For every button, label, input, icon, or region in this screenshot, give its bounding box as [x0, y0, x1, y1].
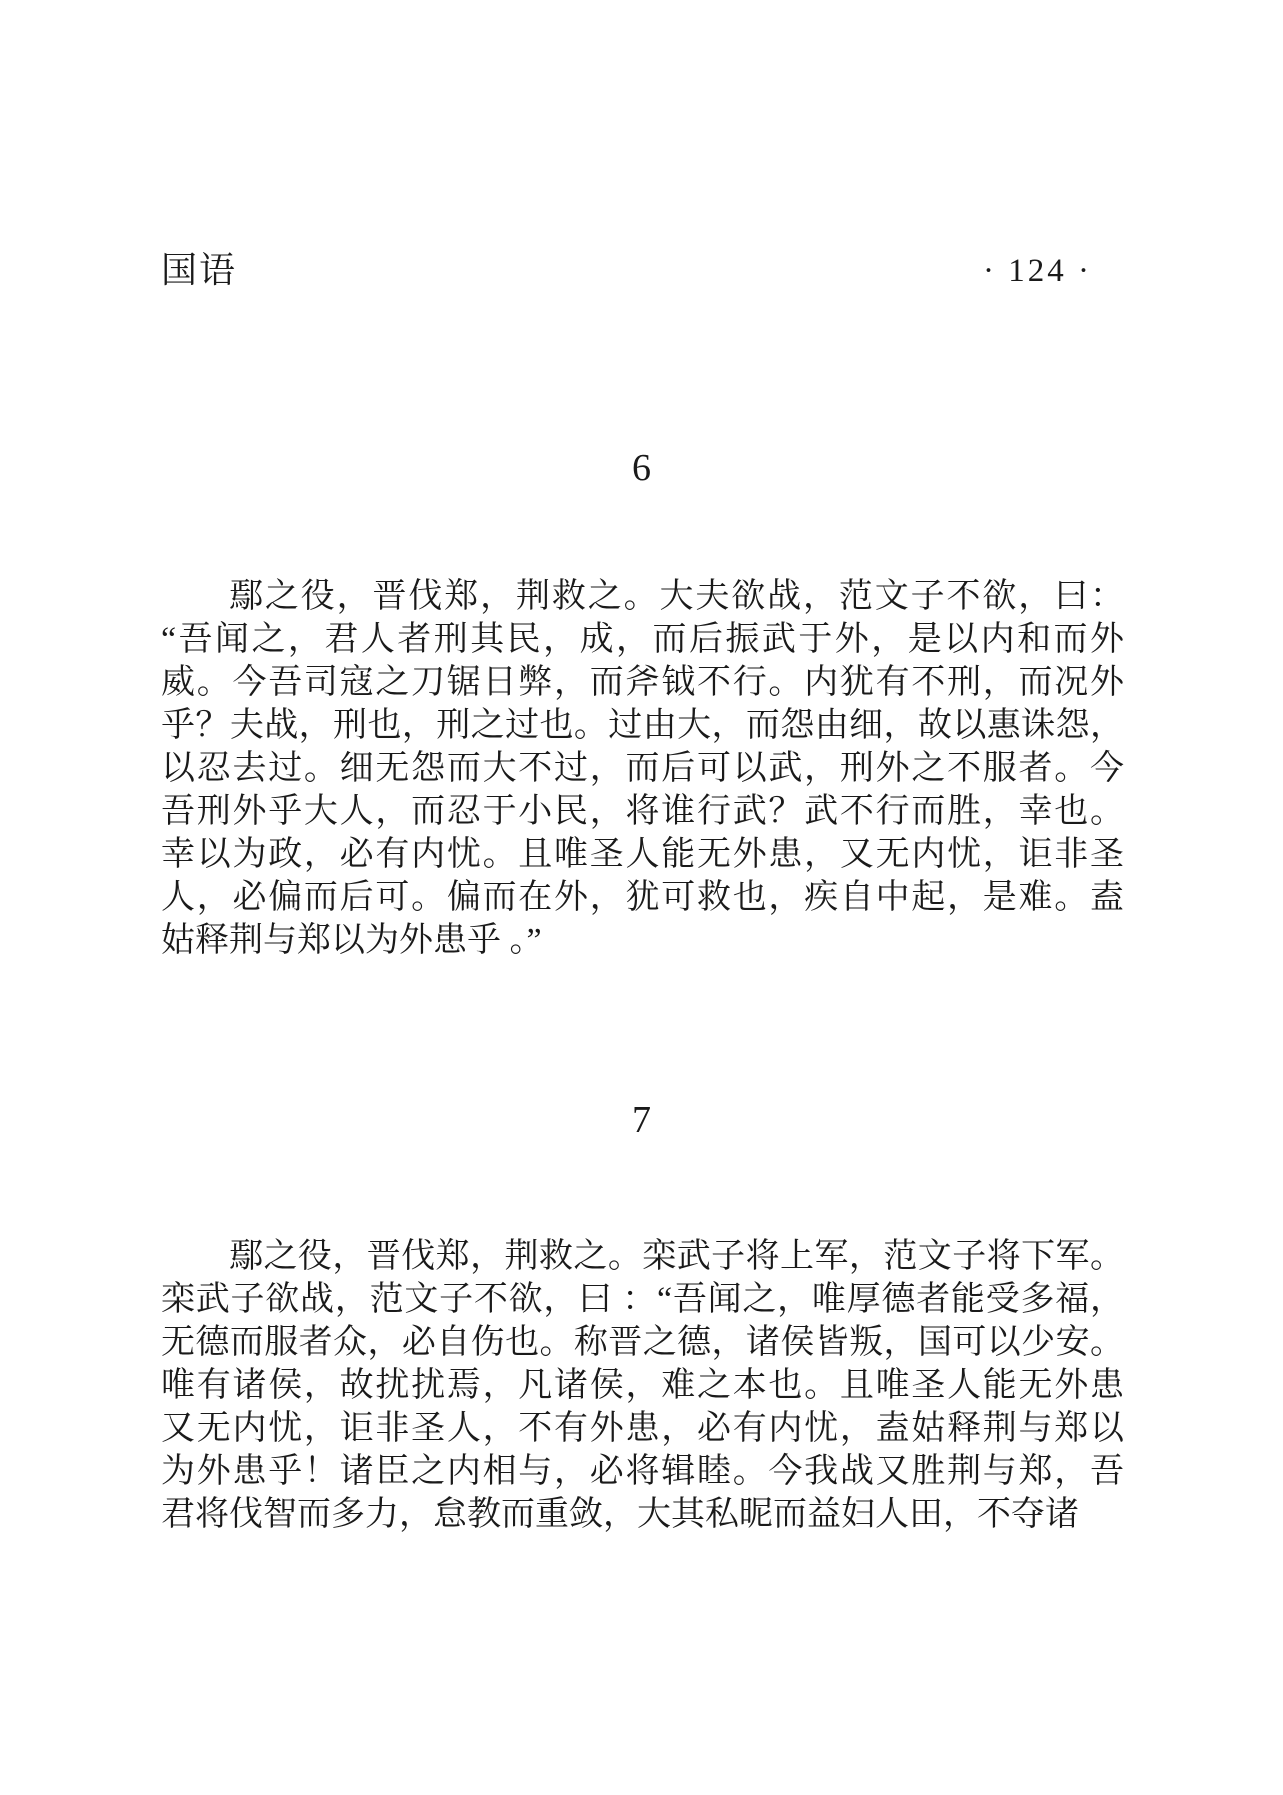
section-6-heading: 6 — [632, 447, 651, 489]
section-7-heading: 7 — [632, 1099, 651, 1141]
section-6-paragraph — [161, 575, 1124, 962]
paragraph-line: 栾武子欲战，范文子不欲，曰 ：“吾闻之，唯厚德者能受多福， — [161, 1281, 1124, 1318]
paragraph-line: 鄢之役，晋伐郑，荆救之。栾武子将上军，范文子将下军。 — [229, 1238, 1124, 1275]
paragraph-line: 幸以为政，必有内忧。且唯圣人能无外患，又无内忧，讵非圣 — [161, 836, 1124, 873]
paragraph-line: 人，必偏而后可。偏而在外，犹可救也，疾自中起，是难。盍 — [161, 879, 1124, 916]
paragraph-line: 乎？夫战，刑也，刑之过也。过由大，而怨由细，故以惠诛怨， — [161, 707, 1124, 744]
paragraph-line: 鄢之役，晋伐郑，荆救之。大夫欲战，范文子不欲，曰： — [229, 578, 1124, 615]
paragraph-line: 为外患乎！诸臣之内相与，必将辑睦。今我战又胜荆与郑，吾 — [161, 1453, 1124, 1490]
paragraph-line: 唯有诸侯，故扰扰焉，凡诸侯，难之本也。且唯圣人能无外患 — [161, 1367, 1124, 1404]
paragraph-line: “吾闻之，君人者刑其民，成，而后振武于外，是以内和而外 — [161, 621, 1124, 658]
section-7-paragraph — [161, 1235, 1124, 1536]
page-number: · 124 · — [983, 253, 1092, 289]
paragraph-line: 吾刑外乎大人，而忍于小民，将谁行武？武不行而胜，幸也。 — [161, 793, 1124, 830]
paragraph-line: 以忍去过。细无怨而大不过，而后可以武，刑外之不服者。今 — [161, 750, 1124, 787]
paragraph-line: 威。今吾司寇之刀锯日弊，而斧钺不行。内犹有不刑，而况外 — [161, 664, 1124, 701]
paragraph-line: 姑释荆与郑以为外患乎 。” — [161, 922, 542, 959]
paragraph-line: 无德而服者众，必自伤也。称晋之德，诸侯皆叛，国可以少安。 — [161, 1324, 1124, 1361]
running-header-book-title: 国语 — [161, 250, 238, 290]
paragraph-line: 又无内忧，讵非圣人，不有外患，必有内忧，盍姑释荆与郑以 — [161, 1410, 1124, 1447]
paragraph-line: 君将伐智而多力，怠教而重敛，大其私昵而益妇人田，不夺诸 — [161, 1496, 1079, 1533]
